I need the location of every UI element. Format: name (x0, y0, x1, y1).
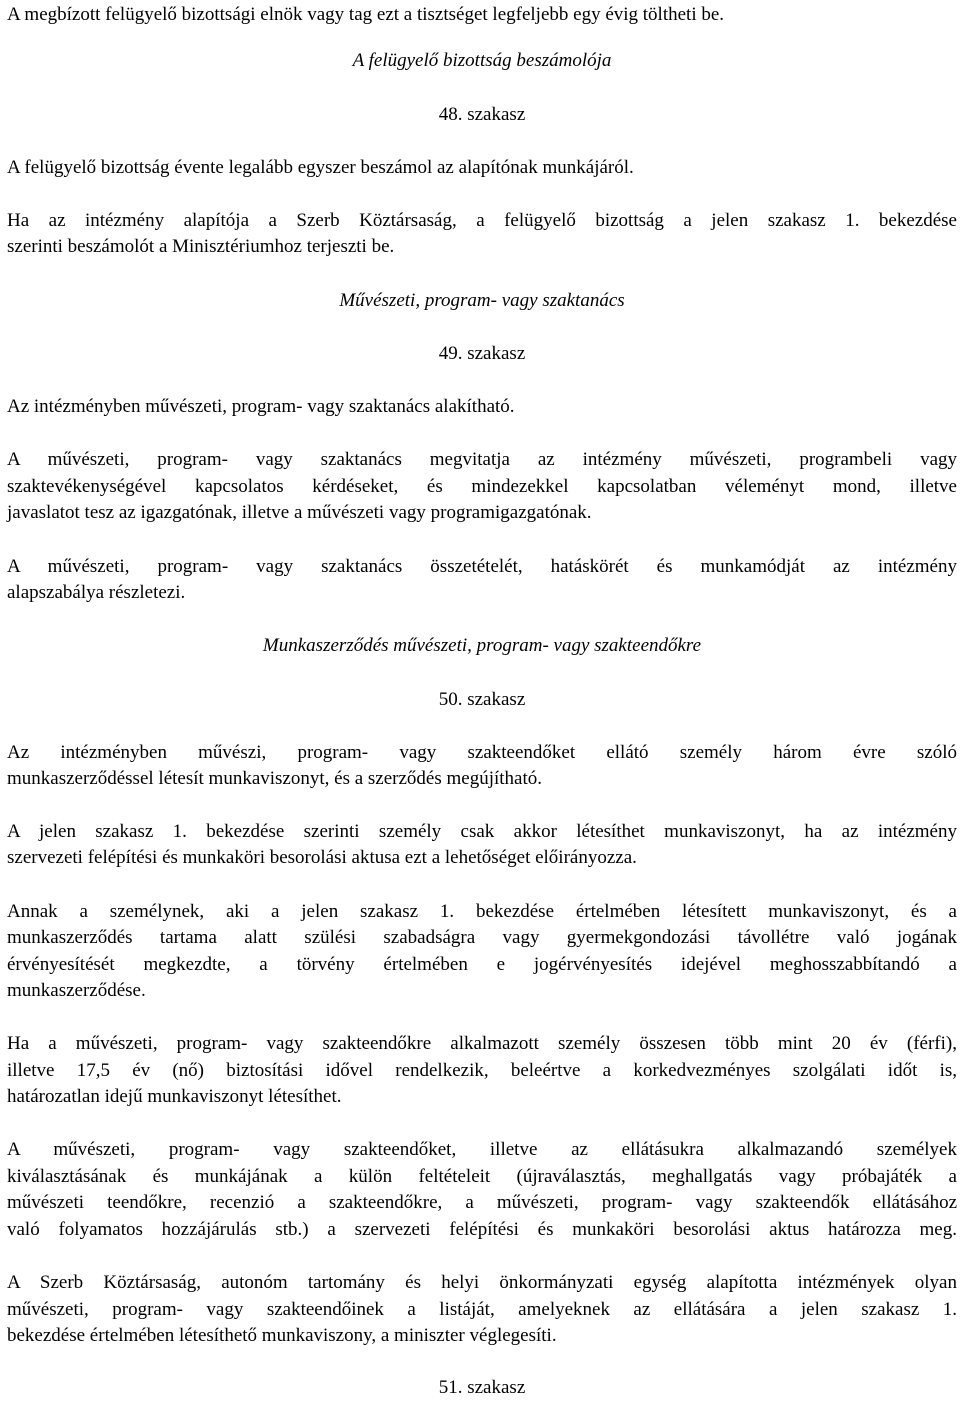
paragraph-line: Annak a személynek, aki a jelen szakasz 1. bekezdése értelmében létesített munkaviszonyt, és a (7, 901, 957, 922)
paragraph-line: érvényesítését megkezdte, a törvény értelmében e jogérvényesítés idejével meghosszabbítandó a (7, 954, 957, 975)
paragraph-line: Az intézményben művészeti, program- vagy szaktanács alakítható. (7, 396, 515, 417)
subtitle-munkaszerzodes: Munkaszerződés művészeti, program- vagy szakteendőkre (262, 635, 702, 656)
paragraph-line: A Szerb Köztársaság, autonóm tartomány és helyi önkormányzati egység alapította intézmények olyan (7, 1272, 957, 1293)
paragraph-line: való folyamatos hozzájárulás stb.) a szervezeti felépítési és munkaköri besorolási aktus határozza meg. (7, 1219, 957, 1240)
paragraph-line: munkaszerződése. (7, 980, 146, 1001)
paragraph-line: alapszabálya részletezi. (7, 582, 186, 603)
section-heading-51: 51. szakasz (438, 1377, 526, 1398)
subtitle-muveszeti-tanacs: Művészeti, program- vagy szaktanács (339, 290, 625, 311)
paragraph-line: Ha az intézmény alapítója a Szerb Köztársaság, a felügyelő bizottság a jelen szakasz 1. bekezdése (7, 210, 957, 231)
paragraph-line: művészeti teendőkre, recenzió a szakteendőkre, a művészeti, program- vagy szakteendők ellátásához (7, 1192, 957, 1213)
paragraph-line: szaktevékenységével kapcsolatos kérdéseket, és mindezekkel kapcsolatban véleményt mond, illetve (7, 476, 957, 497)
paragraph-line: illetve 17,5 év (nő) biztosítási idővel rendelkezik, beleértve a korkedvezményes szolgálati időt is, (7, 1060, 957, 1081)
paragraph-line: bekezdése értelmében létesíthető munkaviszony, a miniszter véglegesíti. (7, 1325, 557, 1346)
paragraph-line: A művészeti, program- vagy szakteendőket, illetve az ellátásukra alkalmazandó személyek (7, 1139, 957, 1160)
section-heading-50: 50. szakasz (438, 689, 526, 710)
paragraph-line: szerinti beszámolót a Minisztériumhoz terjeszti be. (7, 236, 395, 257)
paragraph-line: javaslatot tesz az igazgatónak, illetve a művészeti vagy programigazgatónak. (7, 502, 592, 523)
paragraph-line: Az intézményben művészi, program- vagy szakteendőket ellátó személy három évre szóló (7, 742, 957, 763)
paragraph-line: A felügyelő bizottság évente legalább egyszer beszámol az alapítónak munkájáról. (7, 157, 634, 178)
section-heading-48: 48. szakasz (438, 104, 526, 125)
paragraph-line: A művészeti, program- vagy szaktanács megvitatja az intézmény művészeti, programbeli vagy (7, 449, 957, 470)
section-heading-49: 49. szakasz (438, 343, 526, 364)
paragraph-line: munkaszerződéssel létesít munkaviszonyt, és a szerződés megújítható. (7, 768, 543, 789)
paragraph-line: A jelen szakasz 1. bekezdése szerinti személy csak akkor létesíthet munkaviszonyt, ha az intézmény (7, 821, 957, 842)
paragraph-line: határozatlan idejű munkaviszonyt létesíthet. (7, 1086, 342, 1107)
paragraph-line: szervezeti felépítési és munkaköri besorolási aktusa ezt a lehetőséget előirányozza. (7, 847, 637, 868)
subtitle-felugyelo-bizottsag: A felügyelő bizottság beszámolója (352, 50, 612, 71)
paragraph-line: A művészeti, program- vagy szaktanács összetételét, hatáskörét és munkamódját az intézmény (7, 556, 957, 577)
paragraph-line: munkaszerződés tartama alatt szülési szabadságra vagy gyermekgondozási távollétre való jogának (7, 927, 957, 948)
paragraph-line: Ha a művészeti, program- vagy szakteendőkre alkalmazott személy összesen több mint 20 év (férfi), (7, 1033, 957, 1054)
paragraph-line: A megbízott felügyelő bizottsági elnök vagy tag ezt a tisztséget legfeljebb egy évig töltheti be. (7, 4, 725, 25)
paragraph-line: művészeti, program- vagy szakteendőinek a listáját, amelyeknek az ellátására a jelen szakasz 1. (7, 1299, 957, 1320)
paragraph-line: kiválasztásának és munkájának a külön feltételeit (újraválasztás, meghallgatás vagy próbajáték a (7, 1166, 957, 1187)
